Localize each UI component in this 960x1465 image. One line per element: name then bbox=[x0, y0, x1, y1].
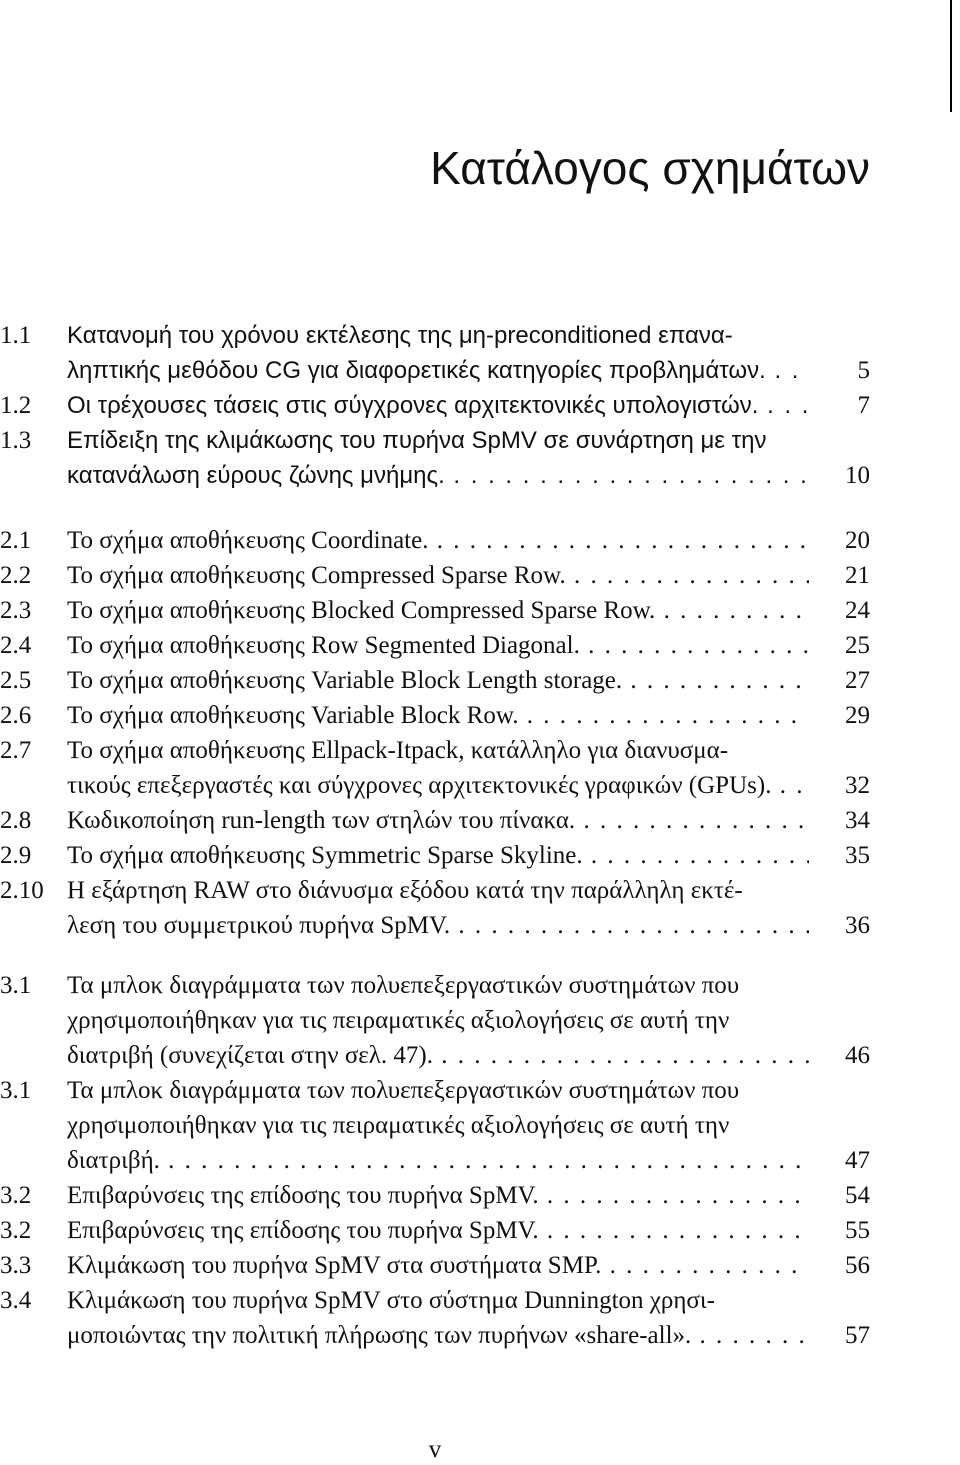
page-number: 27 bbox=[845, 667, 870, 694]
page-number: 54 bbox=[845, 1182, 870, 1209]
figure-caption-line: χρησιμοποιήθηκαν για τις πειραματικές αξιολογήσεις σε αυτή την bbox=[67, 1007, 730, 1034]
figure-caption-line: Το σχήμα αποθήκευσης Variable Block Length storage. . . . bbox=[67, 663, 809, 698]
figure-caption-line: Το σχήμα αποθήκευσης Symmetric Sparse Skyline. . . . bbox=[67, 838, 809, 873]
figure-number: 1.3 bbox=[0, 427, 32, 454]
figure-caption-line: Επίδειξη της κλιμάκωσης του πυρήνα SpMV σε συνάρτηση με την bbox=[67, 427, 767, 454]
page-number: 29 bbox=[845, 702, 870, 729]
figure-caption-line: Τα μπλοκ διαγράμματα των πολυεπεξεργαστικών συστημάτων που bbox=[67, 972, 740, 999]
figure-caption-line: Το σχήμα αποθήκευσης Coordinate. . . . bbox=[67, 523, 809, 558]
figure-number: 3.1 bbox=[0, 972, 32, 999]
page-number: 57 bbox=[845, 1322, 870, 1349]
figure-caption-line: διατριβή. . . . bbox=[67, 1143, 809, 1178]
page-number: 5 bbox=[857, 357, 870, 384]
figure-caption-line: Το σχήμα αποθήκευσης Variable Block Row. . . . bbox=[67, 698, 809, 733]
figure-caption-line: Το σχήμα αποθήκευσης Blocked Compressed Sparse Row. . . . bbox=[67, 593, 809, 628]
figure-number: 2.2 bbox=[0, 562, 32, 589]
figure-number: 3.1 bbox=[0, 1077, 32, 1104]
figure-number: 2.3 bbox=[0, 597, 32, 624]
page-number: 56 bbox=[845, 1252, 870, 1279]
page-number: 46 bbox=[845, 1042, 870, 1069]
figure-caption-line: Το σχήμα αποθήκευσης Compressed Sparse Row. . . . bbox=[67, 558, 809, 593]
page-number: 47 bbox=[845, 1147, 870, 1174]
figure-number: 2.9 bbox=[0, 842, 32, 869]
page-number: 55 bbox=[845, 1217, 870, 1244]
page-folio: v bbox=[428, 1436, 442, 1463]
figure-number: 2.1 bbox=[0, 527, 32, 554]
page-number: 36 bbox=[845, 912, 870, 939]
page-number: 7 bbox=[857, 392, 870, 419]
figure-caption-line: διατριβή (συνεχίζεται στην σελ. 47). . . . bbox=[67, 1038, 809, 1073]
page-number: 32 bbox=[845, 772, 870, 799]
figure-caption-line: Κατανομή του χρόνου εκτέλεσης της μη-preconditioned επανα- bbox=[67, 322, 733, 349]
figure-caption-line: λεση του συμμετρικού πυρήνα SpMV. . . . bbox=[67, 908, 809, 943]
figure-caption-line: Κλιμάκωση του πυρήνα SpMV στα συστήματα SMP. . . . bbox=[67, 1248, 809, 1283]
figure-number: 1.1 bbox=[0, 322, 32, 349]
figure-number: 3.2 bbox=[0, 1217, 32, 1244]
figure-caption-line: Τα μπλοκ διαγράμματα των πολυεπεξεργαστικών συστημάτων που bbox=[67, 1077, 740, 1104]
page-number: 34 bbox=[845, 807, 870, 834]
page-number: 24 bbox=[845, 597, 870, 624]
figure-caption-line: μοποιώντας την πολιτική πλήρωσης των πυρήνων «share-all». . . . bbox=[67, 1318, 809, 1353]
figure-number: 2.5 bbox=[0, 667, 32, 694]
figure-number: 2.8 bbox=[0, 807, 32, 834]
figure-number: 3.3 bbox=[0, 1252, 32, 1279]
figure-number: 2.7 bbox=[0, 737, 32, 764]
figure-number: 2.4 bbox=[0, 632, 32, 659]
page-number: 10 bbox=[845, 462, 870, 489]
figure-number: 2.6 bbox=[0, 702, 32, 729]
figure-caption-line: κατανάλωση εύρους ζώνης μνήμης. . . . bbox=[67, 458, 809, 493]
page-number: 20 bbox=[845, 527, 870, 554]
figure-caption-line: Επιβαρύνσεις της επίδοσης του πυρήνα SpMV. . . . bbox=[67, 1178, 809, 1213]
page-number: 25 bbox=[845, 632, 870, 659]
figure-caption-line: Το σχήμα αποθήκευσης Ellpack-Itpack, κατάλληλο για διανυσμα- bbox=[67, 737, 729, 764]
page-number: 35 bbox=[845, 842, 870, 869]
figure-number: 2.10 bbox=[0, 877, 44, 904]
figure-caption-line: Η εξάρτηση RAW στο διάνυσμα εξόδου κατά την παράλληλη εκτέ- bbox=[67, 877, 743, 904]
figure-caption-line: Το σχήμα αποθήκευσης Row Segmented Diagonal. . . . bbox=[67, 628, 809, 663]
figure-caption-line: Κλιμάκωση του πυρήνα SpMV στο σύστημα Dunnington χρησι- bbox=[67, 1287, 715, 1314]
figure-caption-line: Επιβαρύνσεις της επίδοσης του πυρήνα SpMV. . . . bbox=[67, 1213, 809, 1248]
figure-caption-line: τικούς επεξεργαστές και σύγχρονες αρχιτεκτονικές γραφικών (GPUs). . . . bbox=[67, 768, 809, 803]
figure-number: 3.2 bbox=[0, 1182, 32, 1209]
figure-number: 3.4 bbox=[0, 1287, 32, 1314]
figure-caption-line: Οι τρέχουσες τάσεις στις σύγχρονες αρχιτεκτονικές υπολογιστών. . . . bbox=[67, 388, 809, 423]
page-number: 21 bbox=[845, 562, 870, 589]
figure-caption-line: Κωδικοποίηση run-length των στηλών του πίνακα. . . . bbox=[67, 803, 809, 838]
page-title: Κατάλογος σχημάτων bbox=[430, 142, 870, 194]
figure-caption-line: χρησιμοποιήθηκαν για τις πειραματικές αξιολογήσεις σε αυτή την bbox=[67, 1112, 730, 1139]
figure-caption-line: ληπτικής μεθόδου CG για διαφορετικές κατηγορίες προβλημάτων. . . . bbox=[67, 353, 809, 388]
figure-number: 1.2 bbox=[0, 392, 32, 419]
